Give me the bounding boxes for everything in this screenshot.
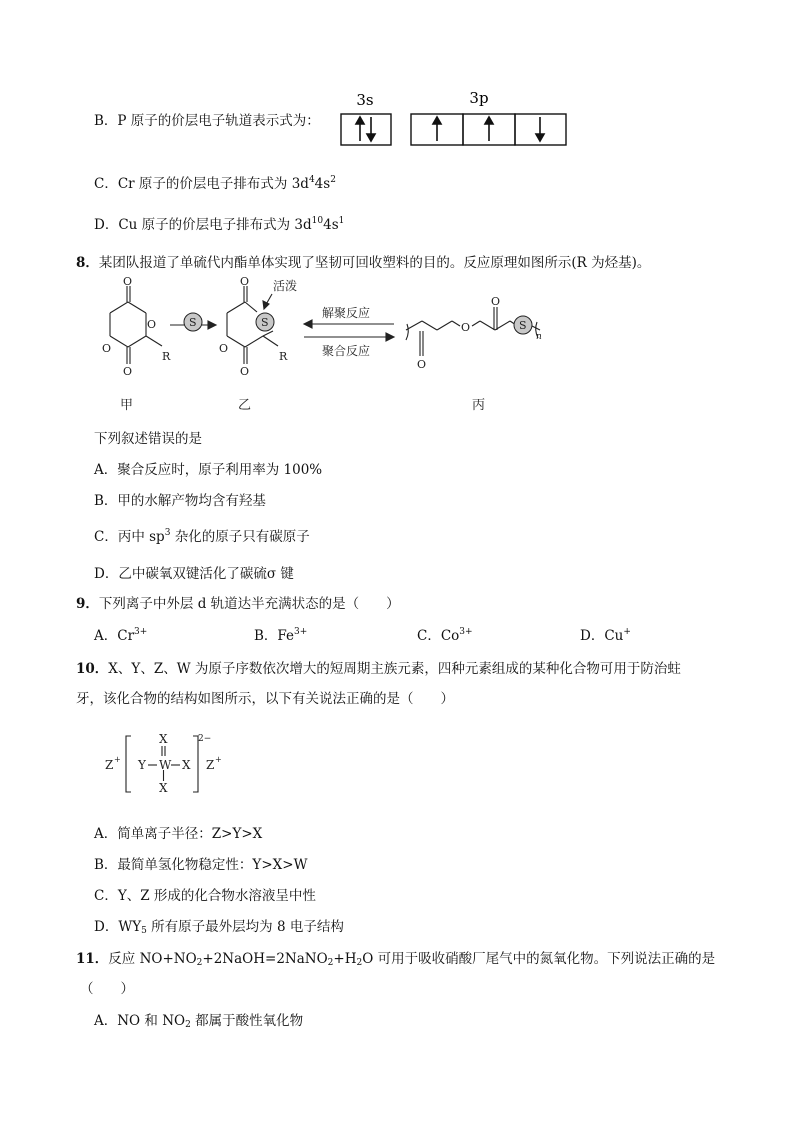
atom-o: O — [417, 358, 427, 371]
q9-option-a — [94, 624, 147, 644]
atom-o: O — [102, 342, 112, 355]
q10-option-a: A．简单离子半径：Z>Y>X — [94, 826, 263, 842]
catalyst-s-atom: S — [189, 316, 197, 329]
r-group: R — [162, 350, 171, 363]
question-number: 11． — [76, 951, 109, 967]
superscript: 4 — [308, 175, 315, 185]
r-group: R — [279, 350, 288, 363]
label-yi: 乙 — [238, 398, 252, 413]
subscript: 2 — [327, 958, 334, 968]
subscript: 2 — [185, 1020, 191, 1030]
q9-option-d-text: D．Cu — [580, 628, 624, 644]
q9-option-c — [417, 624, 473, 644]
atom-o: O — [123, 365, 133, 378]
superscript: + — [623, 627, 631, 637]
q7-option-d-text: D．Cu 原子的价层电子排布式为 3d — [94, 217, 312, 233]
atom-o: O — [240, 365, 250, 378]
label-bing: 丙 — [472, 398, 486, 413]
q11-stem-text: O 可用于吸收硝酸厂尾气中的氮氧化物。下列说法正确的是 — [362, 951, 716, 967]
q10-option-d-text: D．WY — [94, 919, 142, 935]
atom-x-bottom: X — [159, 781, 168, 795]
up-arrow-icon — [433, 117, 441, 141]
atom-w: W — [159, 758, 172, 772]
orbital-3s-label: 3s — [356, 91, 374, 109]
q11-stem-line1 — [76, 947, 715, 968]
atom-x-top: X — [159, 732, 168, 746]
atom-x-right: X — [182, 758, 191, 772]
q10-stem-line1 — [76, 657, 681, 677]
q11-stem-line2: （ ） — [80, 981, 134, 997]
superscript: 3 — [164, 528, 171, 538]
atom-o: O — [461, 321, 471, 334]
q10-option-b: B．最简单氢化物稳定性：Y>X>W — [94, 857, 308, 873]
q10-stem-line2: 牙，该化合物的结构如图所示，以下有关说法正确的是（ ） — [76, 691, 454, 707]
q8-stem — [76, 251, 650, 271]
q7-option-c-text: C．Cr 原子的价层电子排布式为 3d — [94, 176, 309, 192]
superscript: 3+ — [134, 627, 148, 637]
q10-structure — [100, 730, 240, 800]
arrow-bottom-label: 聚合反应 — [322, 344, 371, 358]
q9-stem-text: 下列离子中外层 d 轨道达半充满状态的是（ ） — [98, 596, 400, 612]
polymer-s-atom: S — [519, 319, 527, 332]
orbital-3s-box — [341, 114, 391, 145]
q7-option-d-4s: 4s — [323, 217, 339, 233]
q8-option-c-rest: 杂化的原子只有碳原子 — [170, 529, 310, 545]
q11-stem-text: +2NaOH=2NaNO — [202, 951, 328, 967]
q8-option-d: D．乙中碳氧双键活化了碳硫σ 键 — [94, 566, 294, 582]
active-label: 活泼 — [273, 279, 298, 293]
superscript: 3+ — [294, 627, 308, 637]
up-arrow-icon — [356, 117, 364, 141]
atom-o: O — [491, 295, 501, 308]
q8-question: 下列叙述错误的是 — [94, 431, 202, 447]
q10-option-d — [94, 915, 344, 936]
q11-option-a — [94, 1009, 303, 1030]
cation-z: Z — [105, 758, 114, 772]
q11-option-a-rest: 都属于酸性氧化物 — [190, 1013, 304, 1029]
q9-option-b — [254, 624, 307, 644]
q7-option-b — [94, 109, 320, 129]
cation-charge: + — [215, 755, 222, 764]
superscript: 2 — [330, 175, 336, 185]
q8-option-b: B．甲的水解产物均含有羟基 — [94, 493, 266, 509]
q9-option-a-text: A．Cr — [94, 628, 135, 644]
question-number: 10． — [76, 661, 109, 677]
q7-orbital-diagram — [335, 88, 575, 150]
cation-charge: + — [114, 755, 121, 764]
q10-option-d-rest: 所有原子最外层均为 8 电子结构 — [146, 919, 344, 935]
q7-option-d — [94, 213, 344, 233]
q8-option-c-text: C．丙中 sp — [94, 529, 165, 545]
q11-option-a-text: A．NO 和 NO — [94, 1013, 186, 1029]
atom-o: O — [123, 276, 133, 288]
q9-option-b-text: B．Fe — [254, 628, 295, 644]
atom-o: O — [147, 318, 157, 331]
cation-z: Z — [206, 758, 215, 772]
thio-s-atom: S — [261, 316, 269, 329]
superscript: 10 — [311, 216, 324, 226]
q8-option-a: A．聚合反应时，原子利用率为 100% — [94, 462, 323, 478]
repeat-n: n — [536, 332, 542, 342]
down-arrow-icon — [367, 117, 375, 141]
question-number: 8． — [76, 255, 99, 271]
atom-y: Y — [138, 758, 146, 772]
anion-charge: 2− — [198, 734, 212, 744]
label-jia: 甲 — [120, 398, 134, 413]
subscript: 5 — [141, 926, 147, 936]
down-arrow-icon — [536, 117, 544, 141]
atom-o: O — [219, 342, 229, 355]
q9-option-c-text: C．Co — [417, 628, 460, 644]
subscript: 2 — [356, 958, 363, 968]
q11-stem-text: +H — [333, 951, 357, 967]
q7-option-b-text: B．P 原子的价层电子轨道表示式为： — [94, 113, 320, 129]
q10-stem-text: X、Y、Z、W 为原子序数依次增大的短周期主族元素，四种元素组成的某种化合物可用于防治蛀 — [108, 661, 681, 677]
arrow-top-label: 解聚反应 — [322, 306, 371, 320]
q9-option-d — [580, 624, 631, 644]
q9-stem — [76, 592, 400, 612]
q8-reaction-scheme — [88, 276, 568, 416]
q10-option-c: C．Y、Z 形成的化合物水溶液呈中性 — [94, 888, 316, 904]
question-number: 9． — [76, 596, 99, 612]
q7-option-c-4s: 4s — [314, 176, 331, 192]
q7-option-c — [94, 172, 336, 192]
superscript: 3+ — [459, 627, 473, 637]
q8-option-c — [94, 525, 310, 545]
superscript: 1 — [338, 216, 345, 226]
atom-o: O — [240, 276, 250, 288]
subscript: 2 — [196, 958, 203, 968]
q8-stem-text: 某团队报道了单硫代内酯单体实现了坚韧可回收塑料的目的。反应原理如图所示(R 为烃基)。 — [98, 255, 651, 271]
orbital-3p-label: 3p — [469, 89, 489, 107]
up-arrow-icon — [485, 117, 493, 141]
q11-stem-text: 反应 NO+NO — [108, 951, 197, 967]
